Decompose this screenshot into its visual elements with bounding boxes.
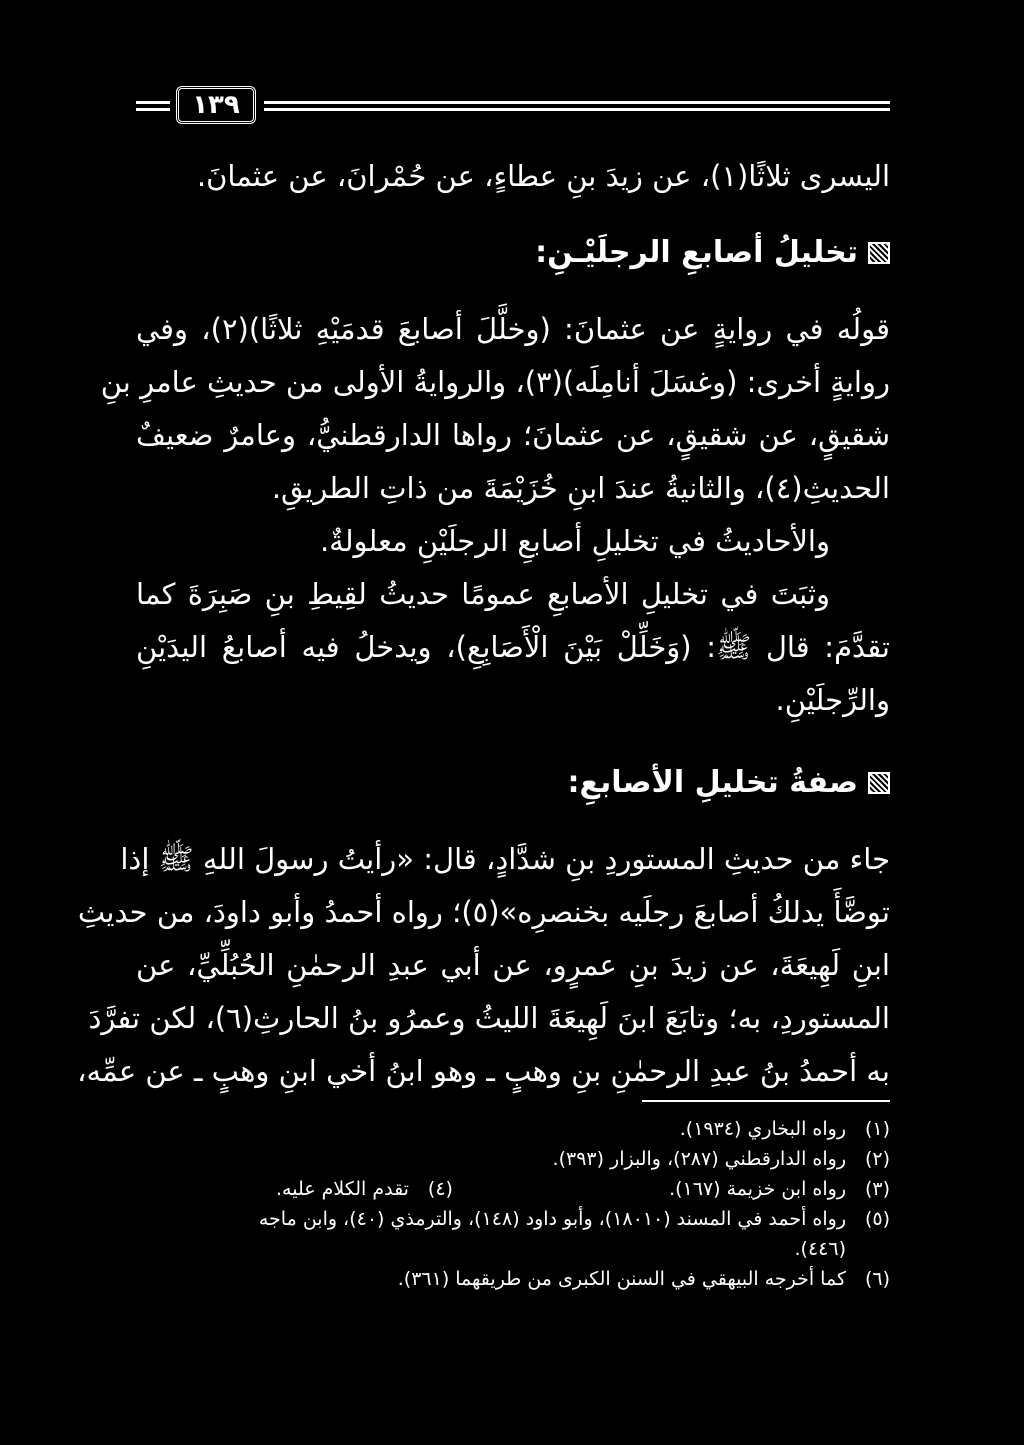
section-marker-icon [868,242,890,264]
text-line: وثبَتَ في تخليلِ الأصابعِ عمومًا حديثُ لقِيطِ بنِ صَبِرَةَ كما [136,577,830,611]
text-line: المستوردِ، به؛ وتابَعَ ابنَ لَهِيعَةَ الليثُ وعمرُو بنُ الحارثِ(٦)، لكن تفرَّدَ [88,1001,890,1035]
text-line: والرِّجلَيْنِ. [775,683,890,717]
section-marker-icon [868,772,890,794]
footnote [136,1114,890,1144]
footnote-text: تقدم الكلام عليه. [276,1178,409,1200]
header-rule-right [264,101,890,104]
footnotes [136,1114,890,1294]
text-line: الحديثِ(٤)، والثانيةُ عندَ ابنِ خُزَيْمَةَ من ذاتِ الطريقِ. [271,471,890,505]
footnote-text: رواه ابن خزيمة (١٦٧). [669,1178,846,1200]
footnote [276,1174,453,1204]
text-line: شقيقٍ، عن شقيقٍ، عن عثمانَ؛ رواها الدارقطنيُّ، وعامرٌ ضعيفٌ [136,418,890,452]
text-line: توضَّأَ يدلكُ أصابعَ رجلَيه بخنصرِه»(٥)؛ رواه أحمدُ وأبو داودَ، من حديثِ [77,895,890,929]
footnote-number: (٣) [864,1178,890,1200]
footnote-pair [136,1174,890,1204]
footnote-number: (٢) [864,1148,890,1170]
footnote-divider [642,1100,890,1102]
header-rule-left [136,101,170,104]
footnote-number: (٦) [864,1268,890,1290]
footnote [136,1264,890,1294]
footnote-text: رواه البخاري (١٩٣٤). [679,1118,846,1140]
text-line: به أحمدُ بنُ عبدِ الرحمٰنِ بنِ وهبٍ ـ وهو ابنُ أخي ابنِ وهبٍ ـ عن عمِّه، [77,1054,890,1088]
footnote-text: كما أخرجه البيهقي في السنن الكبرى من طريقهما (٣٦١). [397,1268,846,1290]
main-text [77,150,890,1098]
text-line: جاء من حديثِ المستوردِ بنِ شدَّادٍ، قال: «رأيتُ رسولَ اللهِ ﷺ إذا [120,842,890,876]
section-heading [136,753,890,813]
footnote-number: (٤) [427,1178,453,1200]
text-line: والأحاديثُ في تخليلِ أصابعِ الرجلَيْنِ معلولةٌ. [319,524,830,558]
page-number-frame [176,86,256,124]
footnote [136,1204,890,1234]
footnote-text: رواه الدارقطني (٢٨٧)، والبزار (٣٩٣). [552,1148,846,1170]
footnote-continuation: (٤٤٦). [794,1238,846,1260]
footnote-number: (١) [864,1118,890,1140]
footnote-text: رواه أحمد في المسند (١٨٠١٠)، وأبو داود (١٤٨)، والترمذي (٤٠)، وابن ماجه [258,1208,846,1230]
footnote [136,1144,890,1174]
footnote-number: (٥) [864,1208,890,1230]
page-header [136,86,890,130]
section-heading-text: صفةُ تخليلِ الأصابعِ: [567,765,858,800]
text-line: تقدَّمَ: قال ﷺ: (وَخَلِّلْ بَيْنَ الْأَصَابِعِ)، ويدخلُ فيه أصابعُ اليدَيْنِ [136,630,890,664]
text-line: اليسرى ثلاثًا(١)، عن زيدَ بنِ عطاءٍ، عن حُمْرانَ، عن عثمانَ. [196,159,890,193]
text-line: قولُه في روايةٍ عن عثمانَ: (وخلَّلَ أصابعَ قدمَيْهِ ثلاثًا)(٢)، وفي [136,312,890,346]
page-number: ١٣٩ [192,90,240,120]
section-heading-text: تخليلُ أصابعِ الرجلَيْـنِ: [535,235,858,270]
text-line: ابنِ لَهِيعَةَ، عن زيدَ بنِ عمرٍو، عن أبي عبدِ الرحمٰنِ الحُبُلِّيِّ، عن [136,948,890,982]
text-line: روايةٍ أخرى: (وغسَلَ أنامِلَه)(٣)، والروايةُ الأولى من حديثِ عامرِ بنِ [100,365,890,399]
section-heading [136,223,890,283]
